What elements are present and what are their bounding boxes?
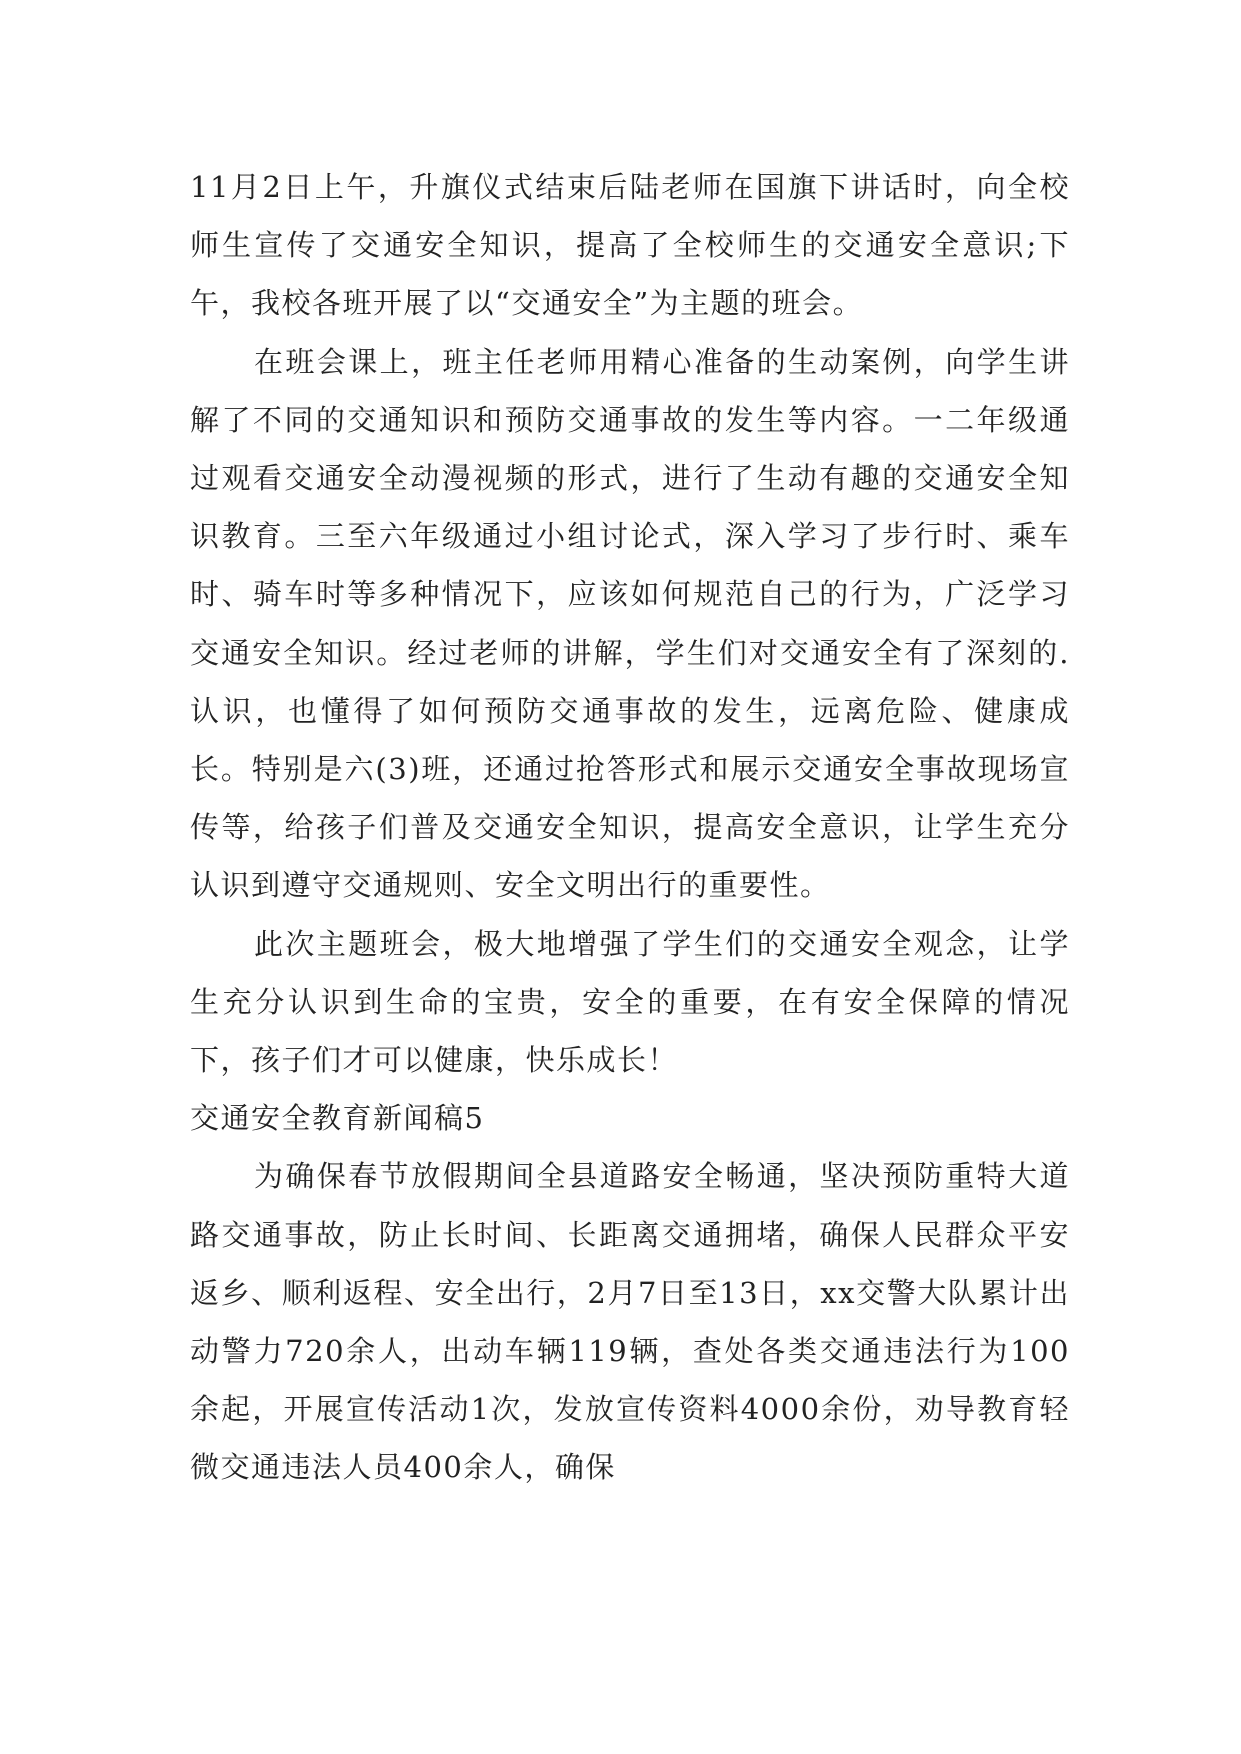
paragraph-spring-festival: 为确保春节放假期间全县道路安全畅通，坚决预防重特大道路交通事故，防止长时间、长距离交通拥堵，确保人民群众平安返乡、顺利返程、安全出行，2月7日至13日，xx交警大队累计出动警力720余人，出动车辆119辆，查处各类交通违法行为100余起，开展宣传活动1次，发放宣传资料4000余份，劝导教育轻微交通违法人员400余人，确保 <box>190 1159 1070 1485</box>
section-title: 交通安全教育新闻稿5 <box>190 1101 485 1136</box>
paragraph-conclusion: 此次主题班会，极大地增强了学生们的交通安全观念，让学生充分认识到生命的宝贵，安全的重要，在有安全保障的情况下，孩子们才可以健康，快乐成长！ <box>190 926 1070 1078</box>
paragraph-flag-ceremony: 11月2日上午，升旗仪式结束后陆老师在国旗下讲话时，向全校师生宣传了交通安全知识，提高了全校师生的交通安全意识;下午，我校各班开展了以“交通安全”为主题的班会。 <box>190 170 1070 321</box>
document-body <box>190 158 1070 1497</box>
paragraph-class-meeting: 在班会课上，班主任老师用精心准备的生动案例，向学生讲解了不同的交通知识和预防交通事故的发生等内容。一二年级通过观看交通安全动漫视频的形式，进行了生动有趣的交通安全知识教育。三至六年级通过小组讨论式，深入学习了步行时、乘车时、骑车时等多种情况下，应该如何规范自己的行为，广泛学习交通安全知识。经过老师的讲解，学生们对交通安全有了深刻的.认识，也懂得了如何预防交通事故的发生，远离危险、健康成长。特别是六(3)班，还通过抢答形式和展示交通安全事故现场宣传等，给孩子们普及交通安全知识，提高安全意识，让学生充分认识到遵守交通规则、安全文明出行的重要性。 <box>190 344 1070 903</box>
